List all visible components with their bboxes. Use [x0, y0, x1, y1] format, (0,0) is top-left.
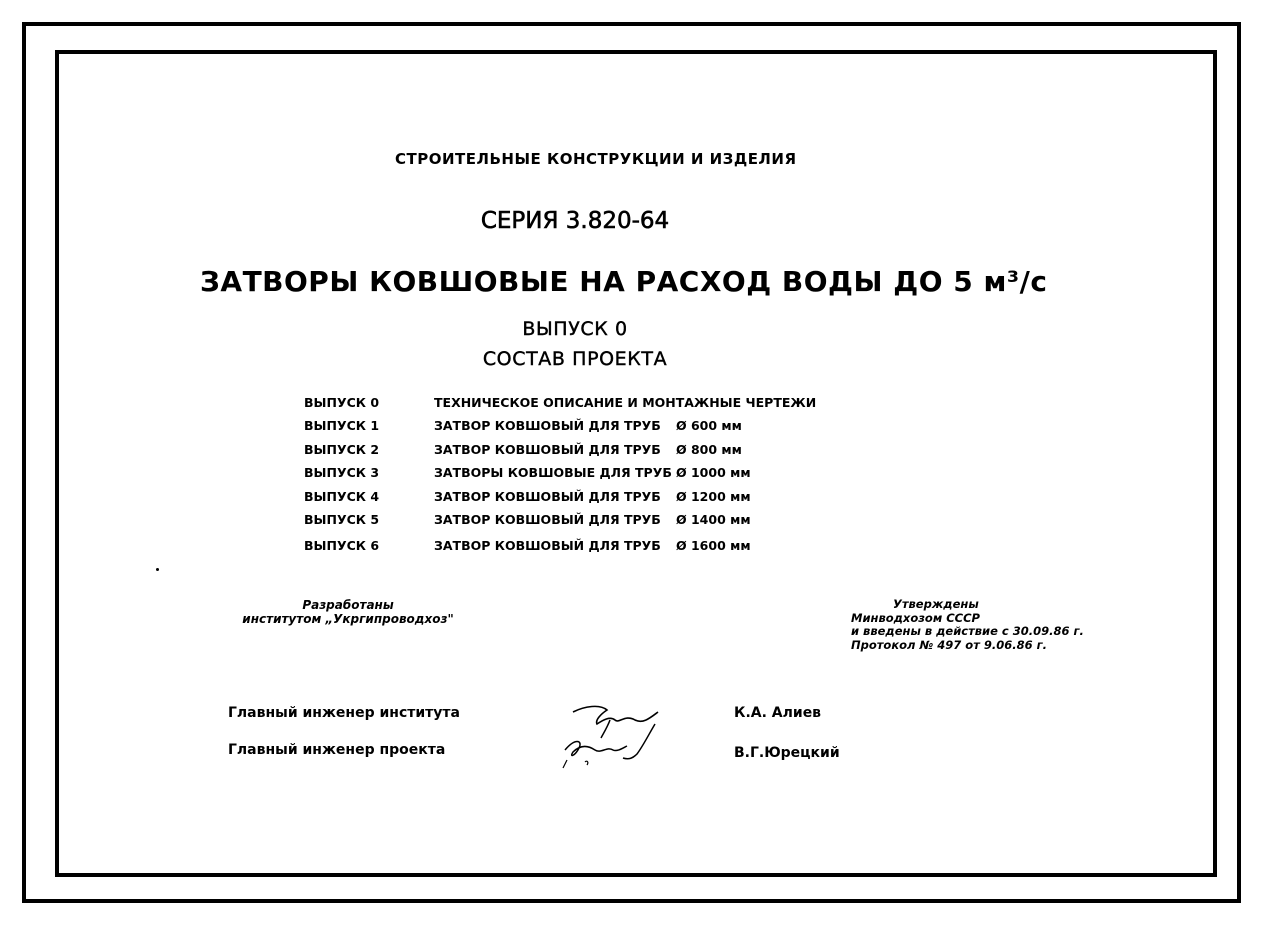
approved-line: и введены в действие с 30.09.86 г.: [851, 624, 1084, 638]
stray-dot: [156, 568, 159, 571]
series-title: СЕРИЯ 3.820-64: [480, 208, 670, 234]
issue-title: ВЫПУСК 0: [522, 318, 628, 340]
issue-number: ВЫПУСК 4: [304, 488, 380, 504]
issue-description: ЗАТВОР КОВШОВЫЙ ДЛЯ ТРУБ: [434, 418, 661, 434]
issue-description: ЗАТВОР КОВШОВЫЙ ДЛЯ ТРУБ: [434, 538, 661, 554]
developed-line: Разработаны: [302, 598, 394, 612]
issue-number: ВЫПУСК 0: [304, 395, 380, 410]
chief-engineer-project-name: В.Г.Юрецкий: [734, 745, 840, 761]
chief-engineer-project-label: Главный инженер проекта: [228, 742, 446, 758]
approved-line: Минводхозом СССР: [851, 610, 980, 625]
issue-description: ТЕХНИЧЕСКОЕ ОПИСАНИЕ И МОНТАЖНЫЕ ЧЕРТЕЖИ: [434, 395, 817, 410]
issue-description: ЗАТВОРЫ КОВШОВЫЕ ДЛЯ ТРУБ: [434, 465, 672, 481]
developed-line: институтом „Укргипроводхоз": [242, 612, 454, 626]
approval-block: [851, 597, 1084, 652]
issue-size: Ø 600 мм: [676, 418, 742, 434]
approved-line: Утверждены: [893, 597, 979, 611]
handwritten-signature: [555, 690, 665, 785]
issue-description: ЗАТВОР КОВШОВЫЙ ДЛЯ ТРУБ: [434, 441, 661, 457]
issue-size: Ø 1400 мм: [676, 511, 751, 527]
heading: СТРОИТЕЛЬНЫЕ КОНСТРУКЦИИ И ИЗДЕЛИЯ: [395, 150, 797, 168]
issue-description: ЗАТВОР КОВШОВЫЙ ДЛЯ ТРУБ: [434, 511, 661, 527]
issue-number: ВЫПУСК 3: [304, 465, 380, 481]
chief-engineer-institute-name: К.А. Алиев: [734, 705, 822, 721]
issue-size: Ø 800 мм: [676, 441, 742, 457]
issue-number: ВЫПУСК 2: [304, 441, 380, 457]
issue-size: Ø 1600 мм: [676, 538, 751, 554]
issue-size: Ø 1200 мм: [676, 488, 751, 504]
issue-number: ВЫПУСК 6: [304, 538, 380, 554]
issue-number: ВЫПУСК 1: [304, 418, 380, 434]
issue-number: ВЫПУСК 5: [304, 511, 380, 527]
composition-title: СОСТАВ ПРОЕКТА: [482, 348, 668, 370]
issue-size: Ø 1000 мм: [676, 465, 751, 481]
document-title: ЗАТВОРЫ КОВШОВЫЕ НА РАСХОД ВОДЫ ДО 5 м³/с: [200, 265, 1048, 298]
chief-engineer-institute-label: Главный инженер института: [228, 705, 460, 721]
developed-by: [238, 598, 458, 626]
approved-line: Протокол № 497 от 9.06.86 г.: [851, 637, 1047, 652]
issue-description: ЗАТВОР КОВШОВЫЙ ДЛЯ ТРУБ: [434, 488, 661, 504]
